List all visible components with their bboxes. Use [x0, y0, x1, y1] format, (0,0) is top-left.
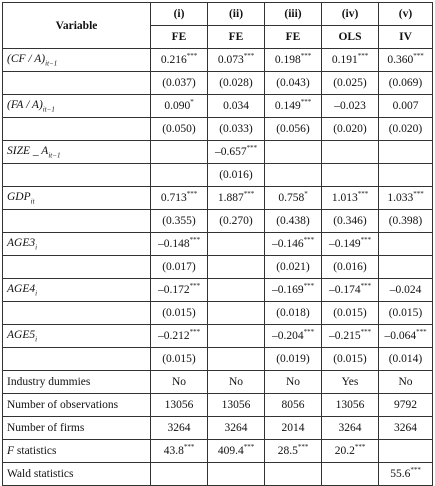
stat-cell — [151, 371, 208, 394]
coef-cell — [151, 187, 208, 210]
variable-subscript: i — [35, 335, 38, 344]
coef-value: 1.033 — [387, 192, 414, 204]
coef-value: 0.758 — [278, 192, 305, 204]
coef-value: 0.713 — [160, 192, 187, 204]
stat-label-text: Number of firms — [7, 422, 85, 434]
header-col-method: FE — [151, 26, 208, 49]
coef-cell — [151, 233, 208, 256]
stat-value: No — [398, 376, 413, 388]
statistics-rows — [3, 371, 433, 486]
coef-cell — [322, 325, 379, 348]
se-cell: (0.050) — [151, 118, 208, 141]
coef-cell — [322, 49, 379, 72]
variable-label — [3, 187, 151, 210]
stat-cell — [379, 440, 433, 463]
se-cell: (0.016) — [208, 164, 265, 187]
significance-stars: *** — [303, 328, 315, 336]
coef-value: –0.148 — [157, 238, 190, 250]
variable-label — [3, 141, 151, 164]
coef-value: 1.013 — [331, 192, 358, 204]
stat-cell — [208, 394, 265, 417]
stat-row — [3, 463, 433, 486]
significance-stars: *** — [360, 328, 372, 336]
stat-value: No — [171, 376, 187, 388]
se-cell: (0.056) — [265, 118, 322, 141]
coef-value: –0.212 — [157, 330, 190, 342]
significance-stars: *** — [357, 52, 369, 60]
stat-cell — [208, 440, 265, 463]
coef-value: –0.146 — [271, 238, 304, 250]
se-cell: (0.355) — [151, 210, 208, 233]
stat-cell — [379, 371, 433, 394]
stat-value: 3264 — [224, 422, 248, 434]
coef-value: 0.216 — [160, 54, 187, 66]
coef-value: –0.169 — [271, 284, 304, 296]
coef-cell — [208, 279, 265, 302]
coef-row — [3, 279, 433, 302]
coef-cell — [208, 141, 265, 164]
stat-cell — [151, 463, 208, 486]
variable-subscript: i — [35, 243, 38, 252]
stat-label-italic: F — [7, 445, 15, 457]
se-row — [3, 118, 433, 141]
stat-value: 55.6 — [390, 468, 411, 480]
se-cell: (0.438) — [265, 210, 322, 233]
significance-stars: *** — [410, 466, 421, 474]
se-cell: (0.398) — [379, 210, 433, 233]
coef-cell — [265, 49, 322, 72]
coef-value: –0.024 — [389, 284, 422, 296]
se-cell: (0.015) — [151, 348, 208, 371]
stat-value: Yes — [341, 376, 359, 388]
coef-cell — [208, 233, 265, 256]
coef-value: –0.204 — [271, 330, 304, 342]
significance-stars: *** — [357, 190, 369, 198]
se-cell: (0.346) — [322, 210, 379, 233]
coef-value: –0.174 — [328, 284, 361, 296]
variable-name: (CF / A) — [7, 52, 46, 65]
stat-value: 409.4 — [217, 445, 244, 457]
se-cell: (0.017) — [151, 256, 208, 279]
stat-label-text: Wald statistics — [7, 468, 74, 480]
stat-value: 20.2 — [334, 445, 355, 457]
coef-cell — [379, 279, 433, 302]
coef-row — [3, 95, 433, 118]
se-cell: (0.015) — [322, 348, 379, 371]
stat-label — [3, 463, 151, 486]
coef-cell — [151, 141, 208, 164]
se-cell: (0.270) — [208, 210, 265, 233]
variable-label — [3, 279, 151, 302]
se-cell: (0.020) — [379, 118, 433, 141]
stat-value: 8056 — [281, 399, 305, 411]
coef-cell — [208, 49, 265, 72]
stat-value: No — [285, 376, 301, 388]
coef-value: 1.887 — [217, 192, 244, 204]
coef-cell — [265, 95, 322, 118]
coef-cell — [379, 95, 433, 118]
se-cell: (0.021) — [265, 256, 322, 279]
se-cell — [265, 164, 322, 187]
coef-value: 0.034 — [223, 100, 249, 112]
coef-value: 0.149 — [274, 100, 301, 112]
significance-stars: *** — [303, 236, 315, 244]
stat-cell — [208, 417, 265, 440]
se-cell: (0.019) — [265, 348, 322, 371]
se-label-empty — [3, 348, 151, 371]
coef-value: 0.191 — [331, 54, 358, 66]
significance-stars: * — [190, 98, 194, 106]
stat-cell — [151, 394, 208, 417]
coef-row — [3, 141, 433, 164]
stat-value: 2014 — [281, 422, 305, 434]
significance-stars: *** — [413, 190, 424, 198]
significance-stars: * — [304, 190, 308, 198]
stat-cell — [208, 371, 265, 394]
stat-cell — [265, 463, 322, 486]
coef-value: –0.215 — [328, 330, 361, 342]
se-label-empty — [3, 164, 151, 187]
variable-subscript: it−1 — [42, 105, 55, 114]
coef-cell — [322, 233, 379, 256]
significance-stars: *** — [297, 443, 309, 451]
significance-stars: *** — [303, 282, 315, 290]
se-row — [3, 302, 433, 325]
se-cell: (0.043) — [265, 72, 322, 95]
significance-stars: *** — [416, 328, 427, 336]
stat-value: 3264 — [167, 422, 191, 434]
se-cell: (0.018) — [265, 302, 322, 325]
stat-cell — [322, 463, 379, 486]
stat-row — [3, 440, 433, 463]
coef-value: 0.073 — [217, 54, 244, 66]
significance-stars: *** — [360, 236, 372, 244]
coef-cell — [265, 279, 322, 302]
stat-value: 13056 — [221, 399, 251, 411]
stat-cell — [265, 371, 322, 394]
se-cell: (0.033) — [208, 118, 265, 141]
se-cell: (0.015) — [151, 302, 208, 325]
se-cell: (0.025) — [322, 72, 379, 95]
variable-name: AGE3 — [7, 236, 36, 249]
variable-label — [3, 325, 151, 348]
significance-stars: *** — [354, 443, 366, 451]
significance-stars: *** — [189, 328, 201, 336]
coef-value: –0.172 — [157, 284, 190, 296]
significance-stars: *** — [360, 282, 372, 290]
coef-row — [3, 233, 433, 256]
stat-value: 43.8 — [163, 445, 184, 457]
se-row — [3, 164, 433, 187]
stat-cell — [151, 417, 208, 440]
header-col-num: (iii) — [265, 3, 322, 26]
coef-value: –0.064 — [384, 330, 417, 342]
significance-stars: *** — [243, 443, 255, 451]
se-cell: (0.014) — [379, 348, 433, 371]
coef-cell — [379, 325, 433, 348]
stat-cell — [322, 417, 379, 440]
stat-cell — [322, 371, 379, 394]
variable-name: AGE5 — [7, 328, 36, 341]
stat-label — [3, 394, 151, 417]
stat-cell — [379, 394, 433, 417]
stat-cell — [265, 417, 322, 440]
significance-stars: *** — [413, 52, 424, 60]
stat-row — [3, 417, 433, 440]
coef-cell — [151, 279, 208, 302]
significance-stars: *** — [186, 52, 198, 60]
variable-label — [3, 95, 151, 118]
se-cell — [208, 256, 265, 279]
se-cell — [151, 164, 208, 187]
significance-stars: *** — [246, 144, 258, 152]
stat-value: 28.5 — [277, 445, 298, 457]
variable-name: GDP — [7, 190, 31, 203]
stat-label-text: Number of observations — [7, 399, 119, 411]
variable-name: (FA / A) — [7, 98, 43, 111]
coef-cell — [379, 141, 433, 164]
header-col-num: (v) — [379, 3, 433, 26]
variable-subscript: it−1 — [45, 59, 58, 68]
significance-stars: *** — [300, 98, 312, 106]
se-cell: (0.037) — [151, 72, 208, 95]
significance-stars: *** — [183, 443, 195, 451]
header-variable: Variable — [3, 3, 151, 49]
stat-label-text: Industry dummies — [7, 376, 91, 388]
stat-label — [3, 440, 151, 463]
coef-cell — [151, 49, 208, 72]
header-col-method: FE — [265, 26, 322, 49]
stat-cell — [379, 417, 433, 440]
coef-value: 0.090 — [164, 100, 191, 112]
header-col-num: (i) — [151, 3, 208, 26]
variable-label — [3, 49, 151, 72]
header-col-method: FE — [208, 26, 265, 49]
stat-cell — [265, 440, 322, 463]
stat-row — [3, 394, 433, 417]
se-cell: (0.020) — [322, 118, 379, 141]
se-cell — [322, 164, 379, 187]
stat-value: 3264 — [338, 422, 362, 434]
coef-cell — [379, 233, 433, 256]
se-label-empty — [3, 72, 151, 95]
coef-cell — [265, 325, 322, 348]
coef-cell — [208, 187, 265, 210]
variable-subscript: i — [35, 289, 38, 298]
se-cell — [208, 302, 265, 325]
coef-cell — [208, 325, 265, 348]
se-label-empty — [3, 302, 151, 325]
coef-value: 0.360 — [387, 54, 414, 66]
significance-stars: *** — [189, 282, 201, 290]
variable-label — [3, 233, 151, 256]
coef-cell — [379, 49, 433, 72]
coef-value: 0.007 — [392, 100, 419, 112]
se-label-empty — [3, 118, 151, 141]
coef-cell — [151, 325, 208, 348]
stat-label-text: statistics — [14, 445, 57, 457]
stat-value: 13056 — [335, 399, 365, 411]
se-row — [3, 348, 433, 371]
coef-cell — [322, 141, 379, 164]
se-cell: (0.015) — [322, 302, 379, 325]
variable-subscript: it−1 — [48, 151, 61, 160]
se-label-empty — [3, 256, 151, 279]
header-col-num: (ii) — [208, 3, 265, 26]
stat-cell — [208, 463, 265, 486]
stat-cell — [322, 394, 379, 417]
stat-label — [3, 417, 151, 440]
significance-stars: *** — [300, 52, 312, 60]
stat-row — [3, 371, 433, 394]
coef-value: –0.023 — [334, 100, 366, 112]
significance-stars: *** — [243, 52, 255, 60]
se-label-empty — [3, 210, 151, 233]
header-col-method: OLS — [322, 26, 379, 49]
significance-stars: *** — [186, 190, 198, 198]
coef-cell — [379, 187, 433, 210]
stat-value: 3264 — [394, 422, 417, 434]
se-cell: (0.069) — [379, 72, 433, 95]
se-cell: (0.028) — [208, 72, 265, 95]
stat-cell — [322, 440, 379, 463]
coef-value: –0.657 — [214, 146, 247, 158]
se-row — [3, 256, 433, 279]
coef-cell — [322, 279, 379, 302]
stat-cell — [379, 463, 433, 486]
coef-cell — [265, 187, 322, 210]
se-cell — [208, 348, 265, 371]
se-cell — [379, 164, 433, 187]
variable-name: SIZE _ A — [7, 144, 49, 157]
header-col-num: (iv) — [322, 3, 379, 26]
stat-label — [3, 371, 151, 394]
se-cell: (0.016) — [322, 256, 379, 279]
coef-cell — [151, 95, 208, 118]
se-cell: (0.015) — [379, 302, 433, 325]
stat-cell — [265, 394, 322, 417]
significance-stars: *** — [189, 236, 201, 244]
coef-cell — [322, 95, 379, 118]
se-cell — [379, 256, 433, 279]
coef-cell — [322, 187, 379, 210]
stat-value: 9792 — [394, 399, 417, 411]
regression-table — [2, 2, 433, 486]
significance-stars: *** — [243, 190, 255, 198]
stat-value: No — [228, 376, 244, 388]
coef-row — [3, 49, 433, 72]
coef-cell — [265, 141, 322, 164]
variable-subscript: it — [30, 197, 35, 206]
stat-value: 13056 — [164, 399, 194, 411]
header-col-method: IV — [379, 26, 433, 49]
stat-cell — [151, 440, 208, 463]
coef-value: 0.198 — [274, 54, 301, 66]
variable-name: AGE4 — [7, 282, 36, 295]
coef-cell — [265, 233, 322, 256]
coef-row — [3, 325, 433, 348]
coef-row — [3, 187, 433, 210]
coef-value: –0.149 — [328, 238, 361, 250]
coefficient-rows — [3, 49, 433, 371]
se-row — [3, 72, 433, 95]
se-row — [3, 210, 433, 233]
coef-cell — [208, 95, 265, 118]
